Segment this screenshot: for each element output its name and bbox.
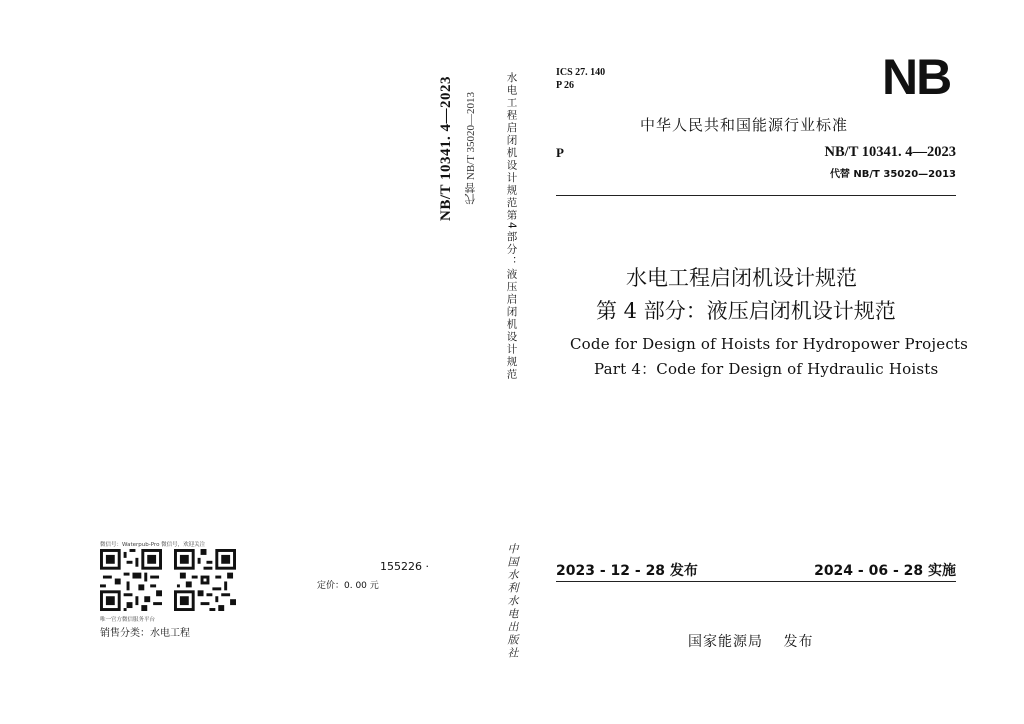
nb-logo: NB [882,49,951,105]
spine-replaces-note: 代替 NB/T 35020—2013 [465,92,477,205]
standard-number: NB/T 10341. 4—2023 [824,144,956,160]
title-cn-line2: 第 4 部分：液压启闭机设计规范 [596,299,896,323]
implementation-date: 2024 - 06 - 28 实施 [814,563,956,579]
price-label: 定价：0. 00 元 [317,581,379,591]
classification-mark: P [556,145,564,160]
title-en-line2: Part 4：Code for Design of Hydraulic Hoists [594,360,939,378]
bottom-divider [556,581,956,582]
industry-standard-title: 中华人民共和国能源行业标准 [640,116,849,134]
ccs-code: P 26 [556,80,575,91]
qr-code-icon [174,549,236,611]
replaces-note: 代替 NB/T 35020—2013 [829,169,956,180]
spine-standard-number: NB/T 10341. 4—2023 [438,76,454,221]
top-divider [556,195,956,196]
issuer: 国家能源局 发布 [688,634,814,650]
ics-code: ICS 27. 140 [556,67,606,78]
title-en-line1: Code for Design of Hoists for Hydropower Projects [570,335,969,353]
isbn-fragment: 155226 · [380,560,429,573]
sales-category: 销售分类：水电工程 [100,628,190,639]
qr-caption: 微信号：Waterpub-Pro 微信号，欢迎关注 [100,542,206,548]
qr-bottom-caption: 唯一官方微信服务平台 [100,617,156,623]
spine-title: 水电工程启闭机设计规范第4部分：液压启闭机设计规范 [505,72,518,381]
spine-publisher: 中国水利水电出版社 [506,543,519,660]
qr-code-icon [100,549,162,611]
title-cn-line1: 水电工程启闭机设计规范 [626,266,857,290]
issue-date: 2023 - 12 - 28 发布 [556,563,698,579]
